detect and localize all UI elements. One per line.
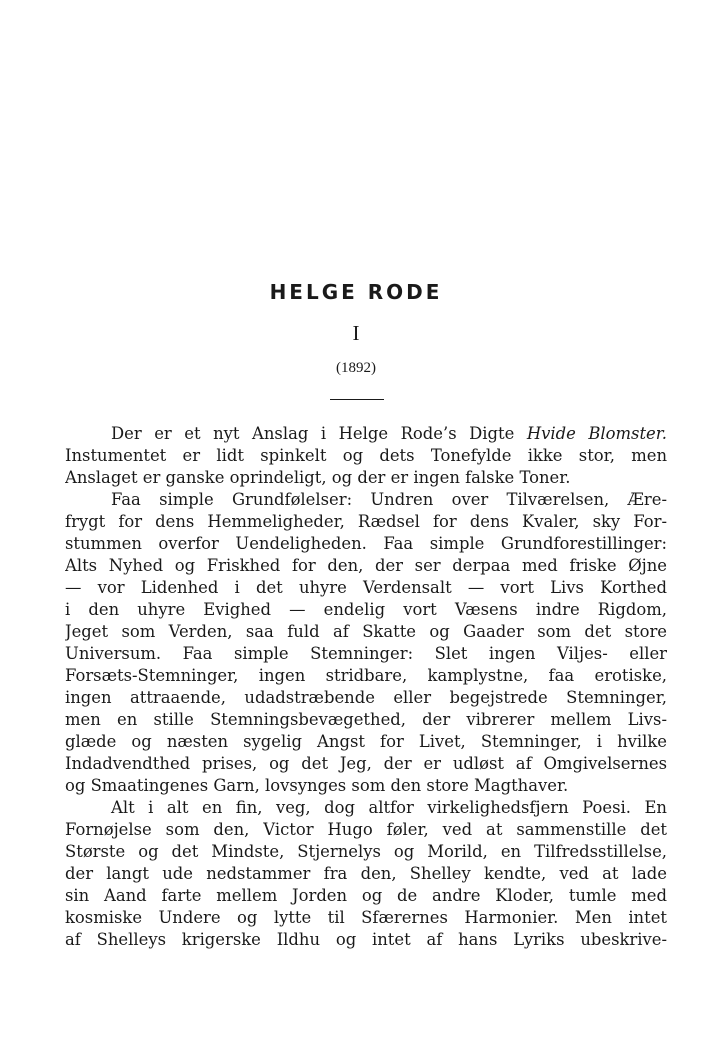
paragraph-2-line-3: stummen overfor Uendeligheden. Faa simple Grundforestillinger: [65,534,667,553]
line-text: Der er et nyt Anslag i Helge Rode’s Digte [111,424,527,443]
chapter-title: HELGE RODE [269,280,443,304]
paragraph-2-line-5: — vor Lidenhed i det uhyre Verdensalt — vort Livs Korthed [65,578,667,597]
paragraph-3-line-2: Fornøjelse som den, Victor Hugo føler, ved at sammenstille det [65,820,667,839]
paragraph-3-line-5: sin Aand farte mellem Jorden og de andre Kloder, tumle med [65,886,667,905]
book-title: Hvide Blomster. [526,424,667,443]
paragraph-2-line-14: og Smaatingenes Garn, lovsynges som den store Magthaver. [65,776,569,795]
paragraph-2-line-13: Indadvendthed prises, og det Jeg, der er udløst af Omgivelsernes [65,754,667,773]
paragraph-3-line-6: kosmiske Undere og lytte til Sfærernes Harmonier. Men intet [65,908,667,927]
paragraph-2-line-11: men en stille Stemningsbevægethed, der vibrerer mellem Livs- [65,710,667,729]
paragraph-2-line-4: Alts Nyhed og Friskhed for den, der ser derpaa med friske Øjne [65,556,667,575]
paragraph-3-line-7: af Shelleys krigerske Ildhu og intet af hans Lyriks ubeskrive- [65,930,667,949]
paragraph-2-line-8: Universum. Faa simple Stemninger: Slet ingen Viljes- eller [65,644,667,663]
section-divider [330,399,384,400]
paragraph-2-line-2: frygt for dens Hemmeligheder, Rædsel for dens Kvaler, sky For- [65,512,667,531]
paragraph-1-line-3: Anslaget er ganske oprindeligt, og der er ingen falske Toner. [65,468,571,487]
paragraph-2-line-7: Jeget som Verden, saa fuld af Skatte og Gaader som det store [65,622,667,641]
paragraph-3-line-4: der langt ude nedstammer fra den, Shelley kendte, ved at lade [65,864,667,883]
paragraph-2-line-10: ingen attraaende, udadstræbende eller begejstrede Stemninger, [65,688,667,707]
chapter-year: (1892) [336,360,376,376]
paragraph-2-line-6: i den uhyre Evighed — endelig vort Væsens indre Rigdom, [65,600,667,619]
paragraph-2-line-1: Faa simple Grundfølelser: Undren over Tilværelsen, Ære- [111,490,667,509]
section-numeral: I [352,321,360,345]
paragraph-3-line-1: Alt i alt en fin, veg, dog altfor virkelighedsfjern Poesi. En [111,798,667,817]
paragraph-2-line-12: glæde og næsten sygelig Angst for Livet, Stemninger, i hvilke [65,732,667,751]
paragraph-2-line-9: Forsæts-Stemninger, ingen stridbare, kamplystne, faa erotiske, [65,666,667,685]
paragraph-3-line-3: Største og det Mindste, Stjernelys og Morild, en Tilfredsstillelse, [65,842,667,861]
body-text [65,423,667,951]
paragraph-1-line-1 [65,423,667,445]
paragraph-1-line-2: Instumentet er lidt spinkelt og dets Tonefylde ikke stor, men [65,446,667,465]
